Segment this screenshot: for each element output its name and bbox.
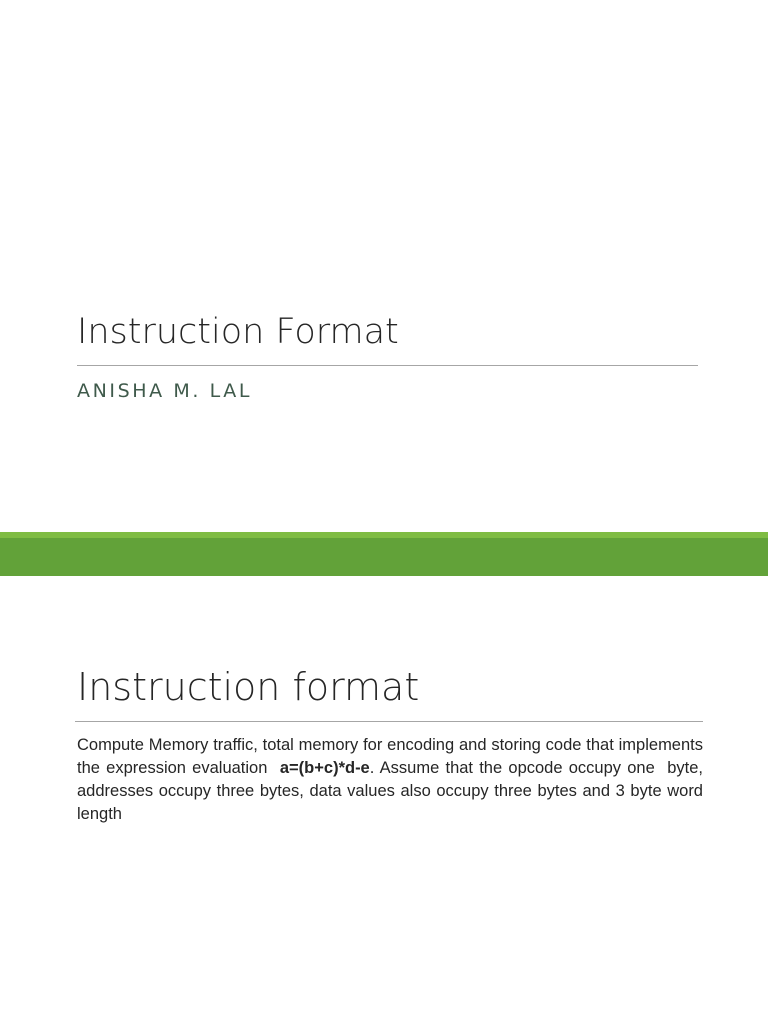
slide-separator-band	[0, 532, 768, 576]
content-slide-title: Instruction format	[77, 665, 420, 709]
body-text-part1: Compute Memory traffic, total memory for encoding and storing code that implements the expression evaluation	[77, 736, 703, 777]
content-title-divider	[75, 721, 703, 722]
title-divider	[77, 365, 698, 366]
content-body-text	[77, 734, 703, 826]
expression-text: a=(b+c)*d-e	[279, 759, 370, 777]
slide-title: Instruction Format	[77, 312, 399, 352]
author-subtitle: ANISHA M. LAL	[77, 380, 253, 402]
body-text-part2: . Assume that the opcode occupy one byte, addresses occupy three bytes, data values also occupy three bytes and 3 byte word length	[77, 759, 704, 823]
slide-separator-highlight	[0, 532, 768, 538]
